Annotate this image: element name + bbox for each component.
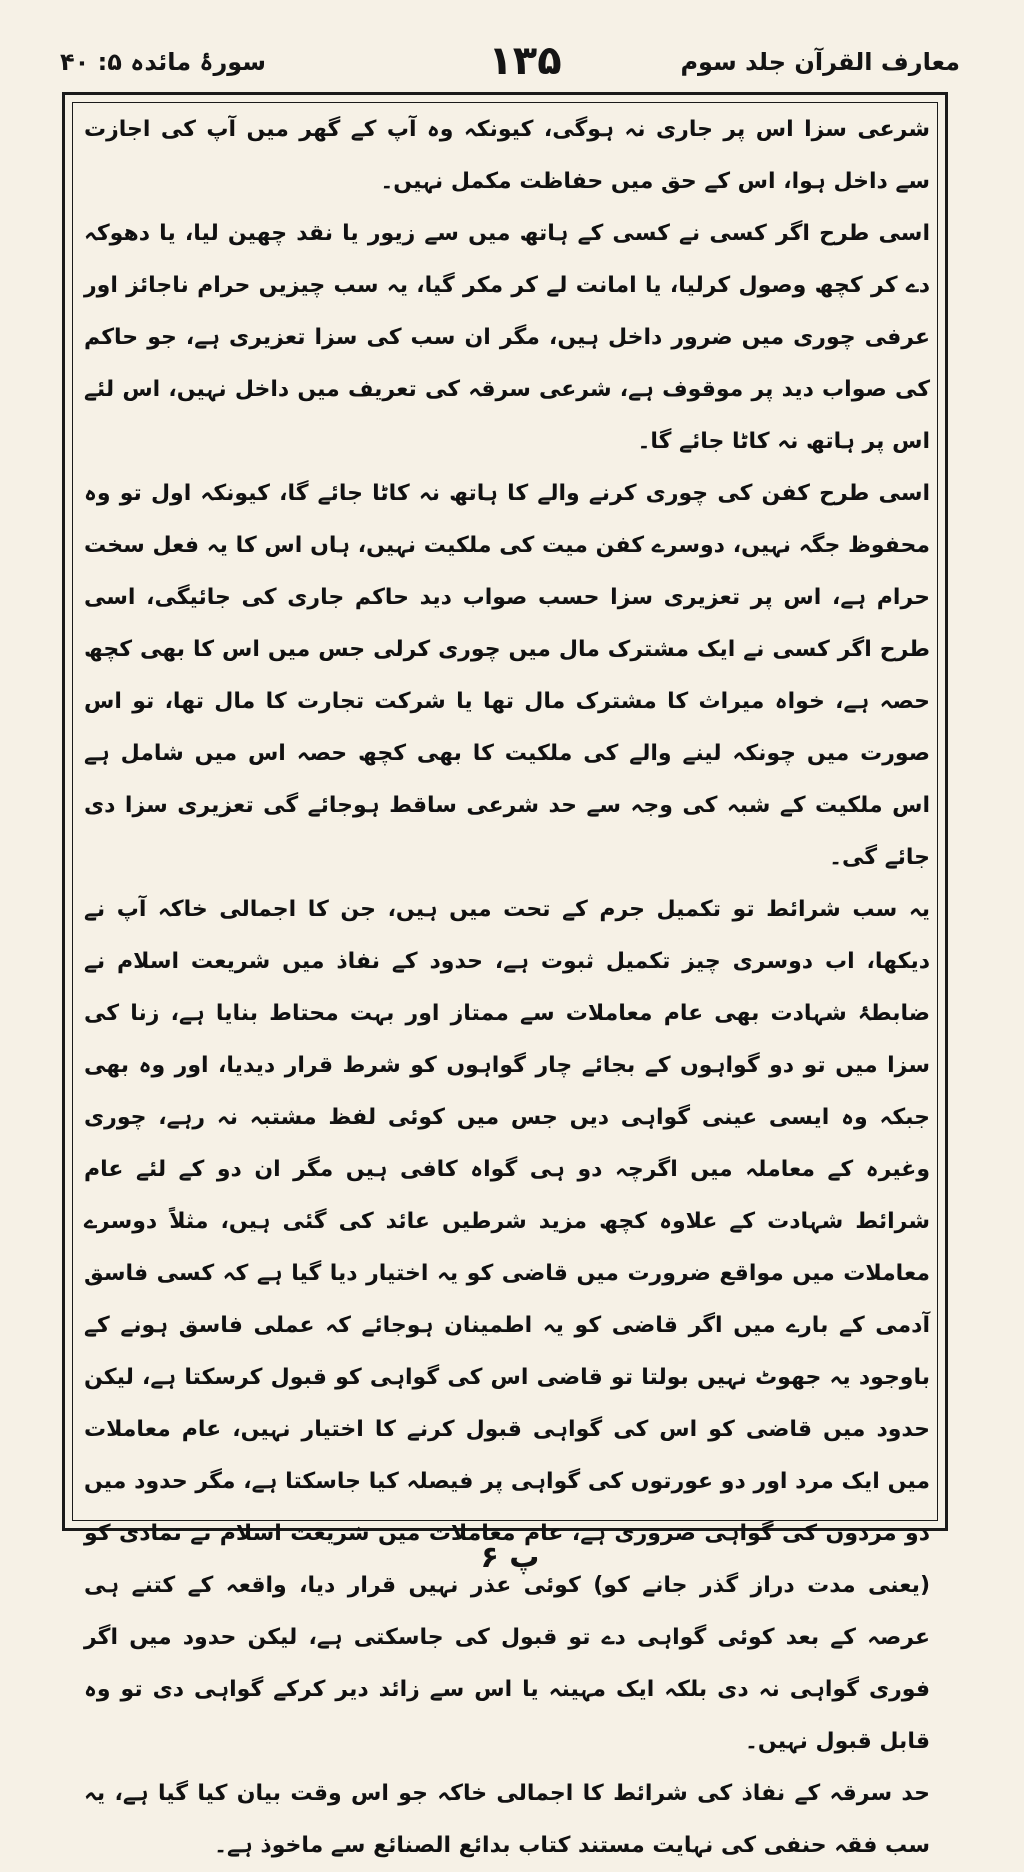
page-header — [60, 40, 960, 90]
paragraph-1: شرعی سزا اس پر جاری نہ ہوگی، کیونکہ وہ آپ کے گھر میں آپ کی اجازت سے داخل ہوا، اس کے حق میں حفاظت مکمل نہیں۔ — [84, 117, 930, 194]
paragraph-5: حد سرقہ کے نفاذ کی شرائط کا اجمالی خاکہ جو اس وقت بیان کیا گیا ہے، یہ سب فقہ حنفی کی نہایت مستند کتاب بدائع الصنائع سے ماخوذ ہے۔ — [84, 1781, 930, 1858]
page-number: ۱۳۵ — [488, 38, 562, 84]
main-text — [84, 104, 930, 1872]
para-marker: پ ۶ — [480, 1540, 540, 1575]
book-title: معارف القرآن جلد سوم — [680, 48, 960, 76]
paragraph-3: اسی طرح کفن کی چوری کرنے والے کا ہاتھ نہ کاٹا جائے گا، کیونکہ اول تو وہ محفوظ جگہ نہیں، دوسرے کفن میت کی ملکیت نہیں، ہاں اس کا یہ فعل سخت حرام ہے، اس پر تعزیری سزا حسب صواب دید حاکم جاری کی جائیگی، اسی طرح اگر کسی نے ایک مشترک مال میں چوری کرلی جس میں اس کا بھی کچھ حصہ ہے، خواہ میراث کا مشترک مال تھا یا شرکت تجارت کا مال تھا، تو اس صورت میں چونکہ لینے والے کی ملکیت کا بھی کچھ حصہ اس میں شامل ہے اس ملکیت کے شبہ کی وجہ سے حد شرعی ساقط ہوجائے گی تعزیری سزا دی جائے گی۔ — [84, 481, 930, 870]
paragraph-2: اسی طرح اگر کسی نے کسی کے ہاتھ میں سے زیور یا نقد چھین لیا، یا دھوکہ دے کر کچھ وصول کرلیا، یا امانت لے کر مکر گیا، یہ سب چیزیں حرام ناجائز اور عرفی چوری میں ضرور داخل ہیں، مگر ان سب کی سزا تعزیری ہے، جو حاکم کی صواب دید پر موقوف ہے، شرعی سرقہ کی تعریف میں داخل نہیں، اس لئے اس پر ہاتھ نہ کاٹا جائے گا۔ — [84, 221, 930, 454]
surah-reference: سورۂ مائدہ ۵: ۴۰ — [60, 48, 266, 76]
paragraph-4: یہ سب شرائط تو تکمیل جرم کے تحت میں ہیں، جن کا اجمالی خاکہ آپ نے دیکھا، اب دوسری چیز تکمیل ثبوت ہے، حدود کے نفاذ میں شریعت اسلام نے ضابطۂ شہادت بھی عام معاملات سے ممتاز اور بہت محتاط بنایا ہے، زنا کی سزا میں تو دو گواہوں کے بجائے چار گواہوں کو شرط قرار دیدیا، اور وہ بھی جبکہ وہ ایسی عینی گواہی دیں جس میں کوئی لفظ مشتبہ نہ رہے، چوری وغیرہ کے معاملہ میں اگرچہ دو ہی گواہ کافی ہیں مگر ان دو کے لئے عام شرائط شہادت کے علاوہ کچھ مزید شرطیں عائد کی گئی ہیں، مثلاً دوسرے معاملات میں مواقع ضرورت میں قاضی کو یہ اختیار دیا گیا ہے کہ کسی فاسق آدمی کے بارے میں اگر قاضی کو یہ اطمینان ہوجائے کہ عملی فاسق ہونے کے باوجود یہ جھوٹ نہیں بولتا تو قاضی اس کی گواہی کو قبول کرسکتا ہے، لیکن حدود میں قاضی کو اس کی گواہی قبول کرنے کا اختیار نہیں، عام معاملات میں ایک مرد اور دو عورتوں کی گواہی پر فیصلہ کیا جاسکتا ہے، مگر حدود میں دو مردوں کی گواہی ضروری ہے، عام معاملات میں شریعت اسلام نے تمادی کو (یعنی مدت دراز گذر جانے کو) کوئی عذر نہیں قرار دیا، واقعہ کے کتنے ہی عرصہ کے بعد کوئی گواہی دے تو قبول کی جاسکتی ہے، لیکن حدود میں اگر فوری گواہی نہ دی بلکہ ایک مہینہ یا اس سے زائد دیر کرکے گواہی دی تو وہ قابل قبول نہیں۔ — [84, 897, 930, 1754]
